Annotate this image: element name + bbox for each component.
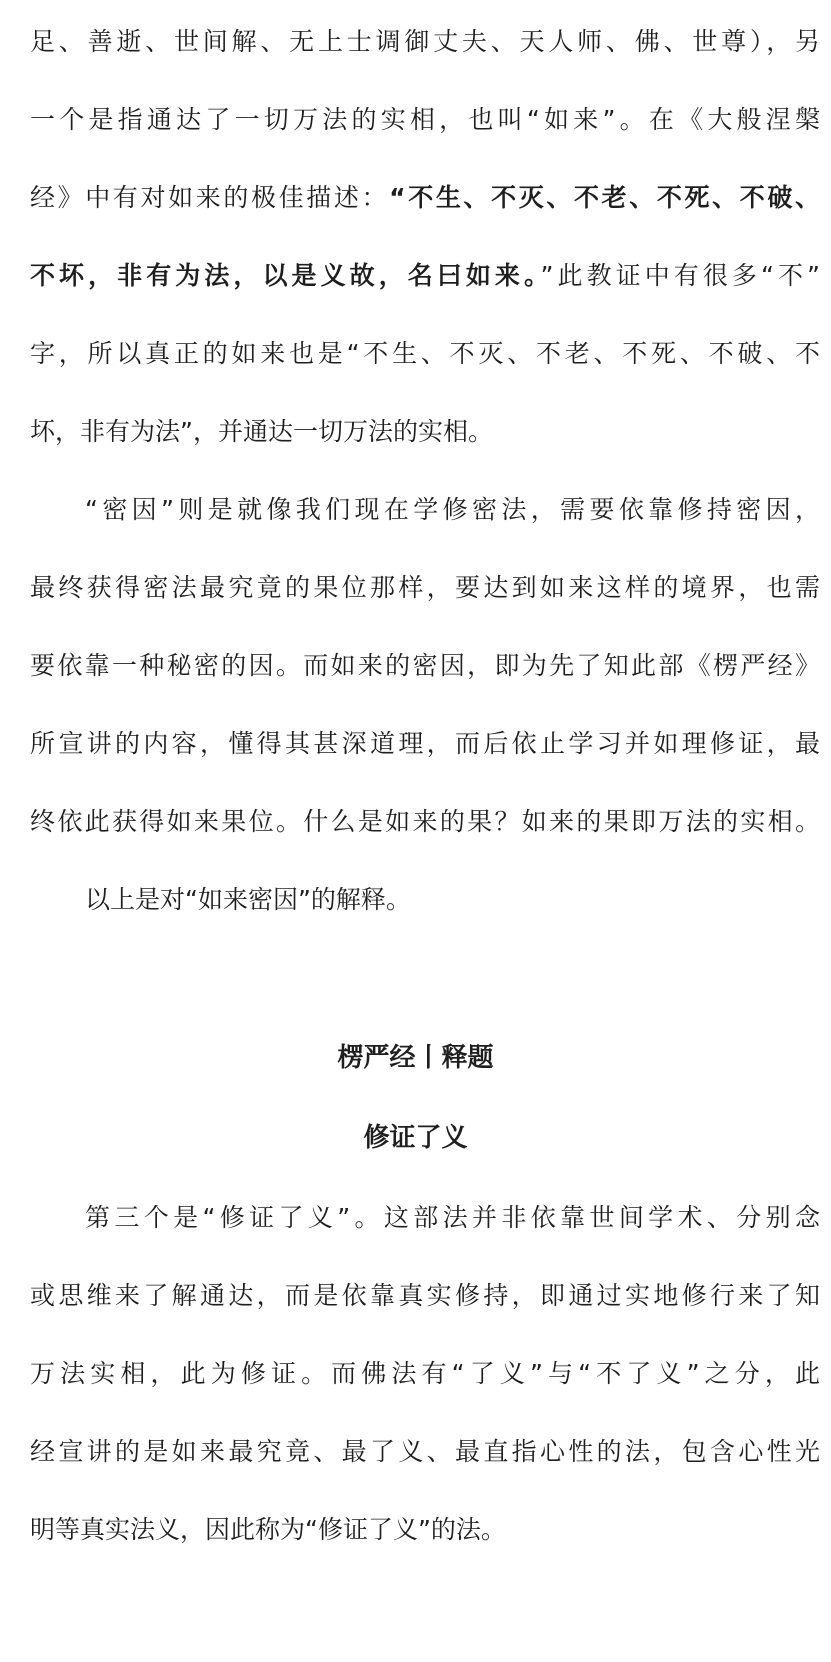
text-segment: ”此教证中有很多“不” <box>540 261 820 290</box>
paragraph-line: 经宣讲的是如来最究竟、最了义、最直指心性的法，包含心性光 <box>30 1437 820 1466</box>
bold-quote: “不生、不灭、不老、不死、不破、 <box>389 183 820 212</box>
section-heading: 楞严经丨释题 <box>337 1043 494 1073</box>
paragraph-line: 要依靠一种秘密的因。而如来的密因，即为先了知此部《楞严经》 <box>30 651 820 680</box>
paragraph-line: 以上是对“如来密因”的解释。 <box>85 885 411 914</box>
paragraph-line: “密因”则是就像我们现在学修密法，需要依靠修持密因， <box>85 495 820 524</box>
paragraph-line: 终依此获得如来果位。什么是如来的果？如来的果即万法的实相。 <box>30 807 820 836</box>
paragraph-line: 第三个是“修证了义”。这部法并非依靠世间学术、分别念 <box>85 1203 820 1232</box>
bold-quote: 不坏，非有为法，以是义故，名曰如来。 <box>30 261 541 290</box>
paragraph-line: 最终获得密法最究竟的果位那样，要达到如来这样的境界，也需 <box>30 573 820 602</box>
paragraph-line: 万法实相，此为修证。而佛法有“了义”与“不了义”之分，此 <box>30 1359 820 1388</box>
paragraph-line <box>30 256 820 296</box>
paragraph-line <box>30 178 820 218</box>
text-segment: 经》中有对如来的极佳描述： <box>30 183 390 212</box>
section-subheading: 修证了义 <box>363 1123 468 1153</box>
paragraph-line: 明等真实法义，因此称为“修证了义”的法。 <box>30 1515 506 1544</box>
paragraph-line: 一个是指通达了一切万法的实相，也叫“如来”。在《大般涅槃 <box>30 105 820 134</box>
paragraph-line: 坏，非有为法”，并通达一切万法的实相。 <box>30 417 493 446</box>
paragraph-line: 字，所以真正的如来也是“不生、不灭、不老、不死、不破、不 <box>30 339 820 368</box>
paragraph-line: 或思维来了解通达，而是依靠真实修持，即通过实地修行来了知 <box>30 1281 820 1310</box>
paragraph-line: 足、善逝、世间解、无上士调御丈夫、天人师、佛、世尊），另 <box>30 27 820 56</box>
paragraph-line: 所宣讲的内容，懂得其甚深道理，而后依止学习并如理修证，最 <box>30 729 820 758</box>
